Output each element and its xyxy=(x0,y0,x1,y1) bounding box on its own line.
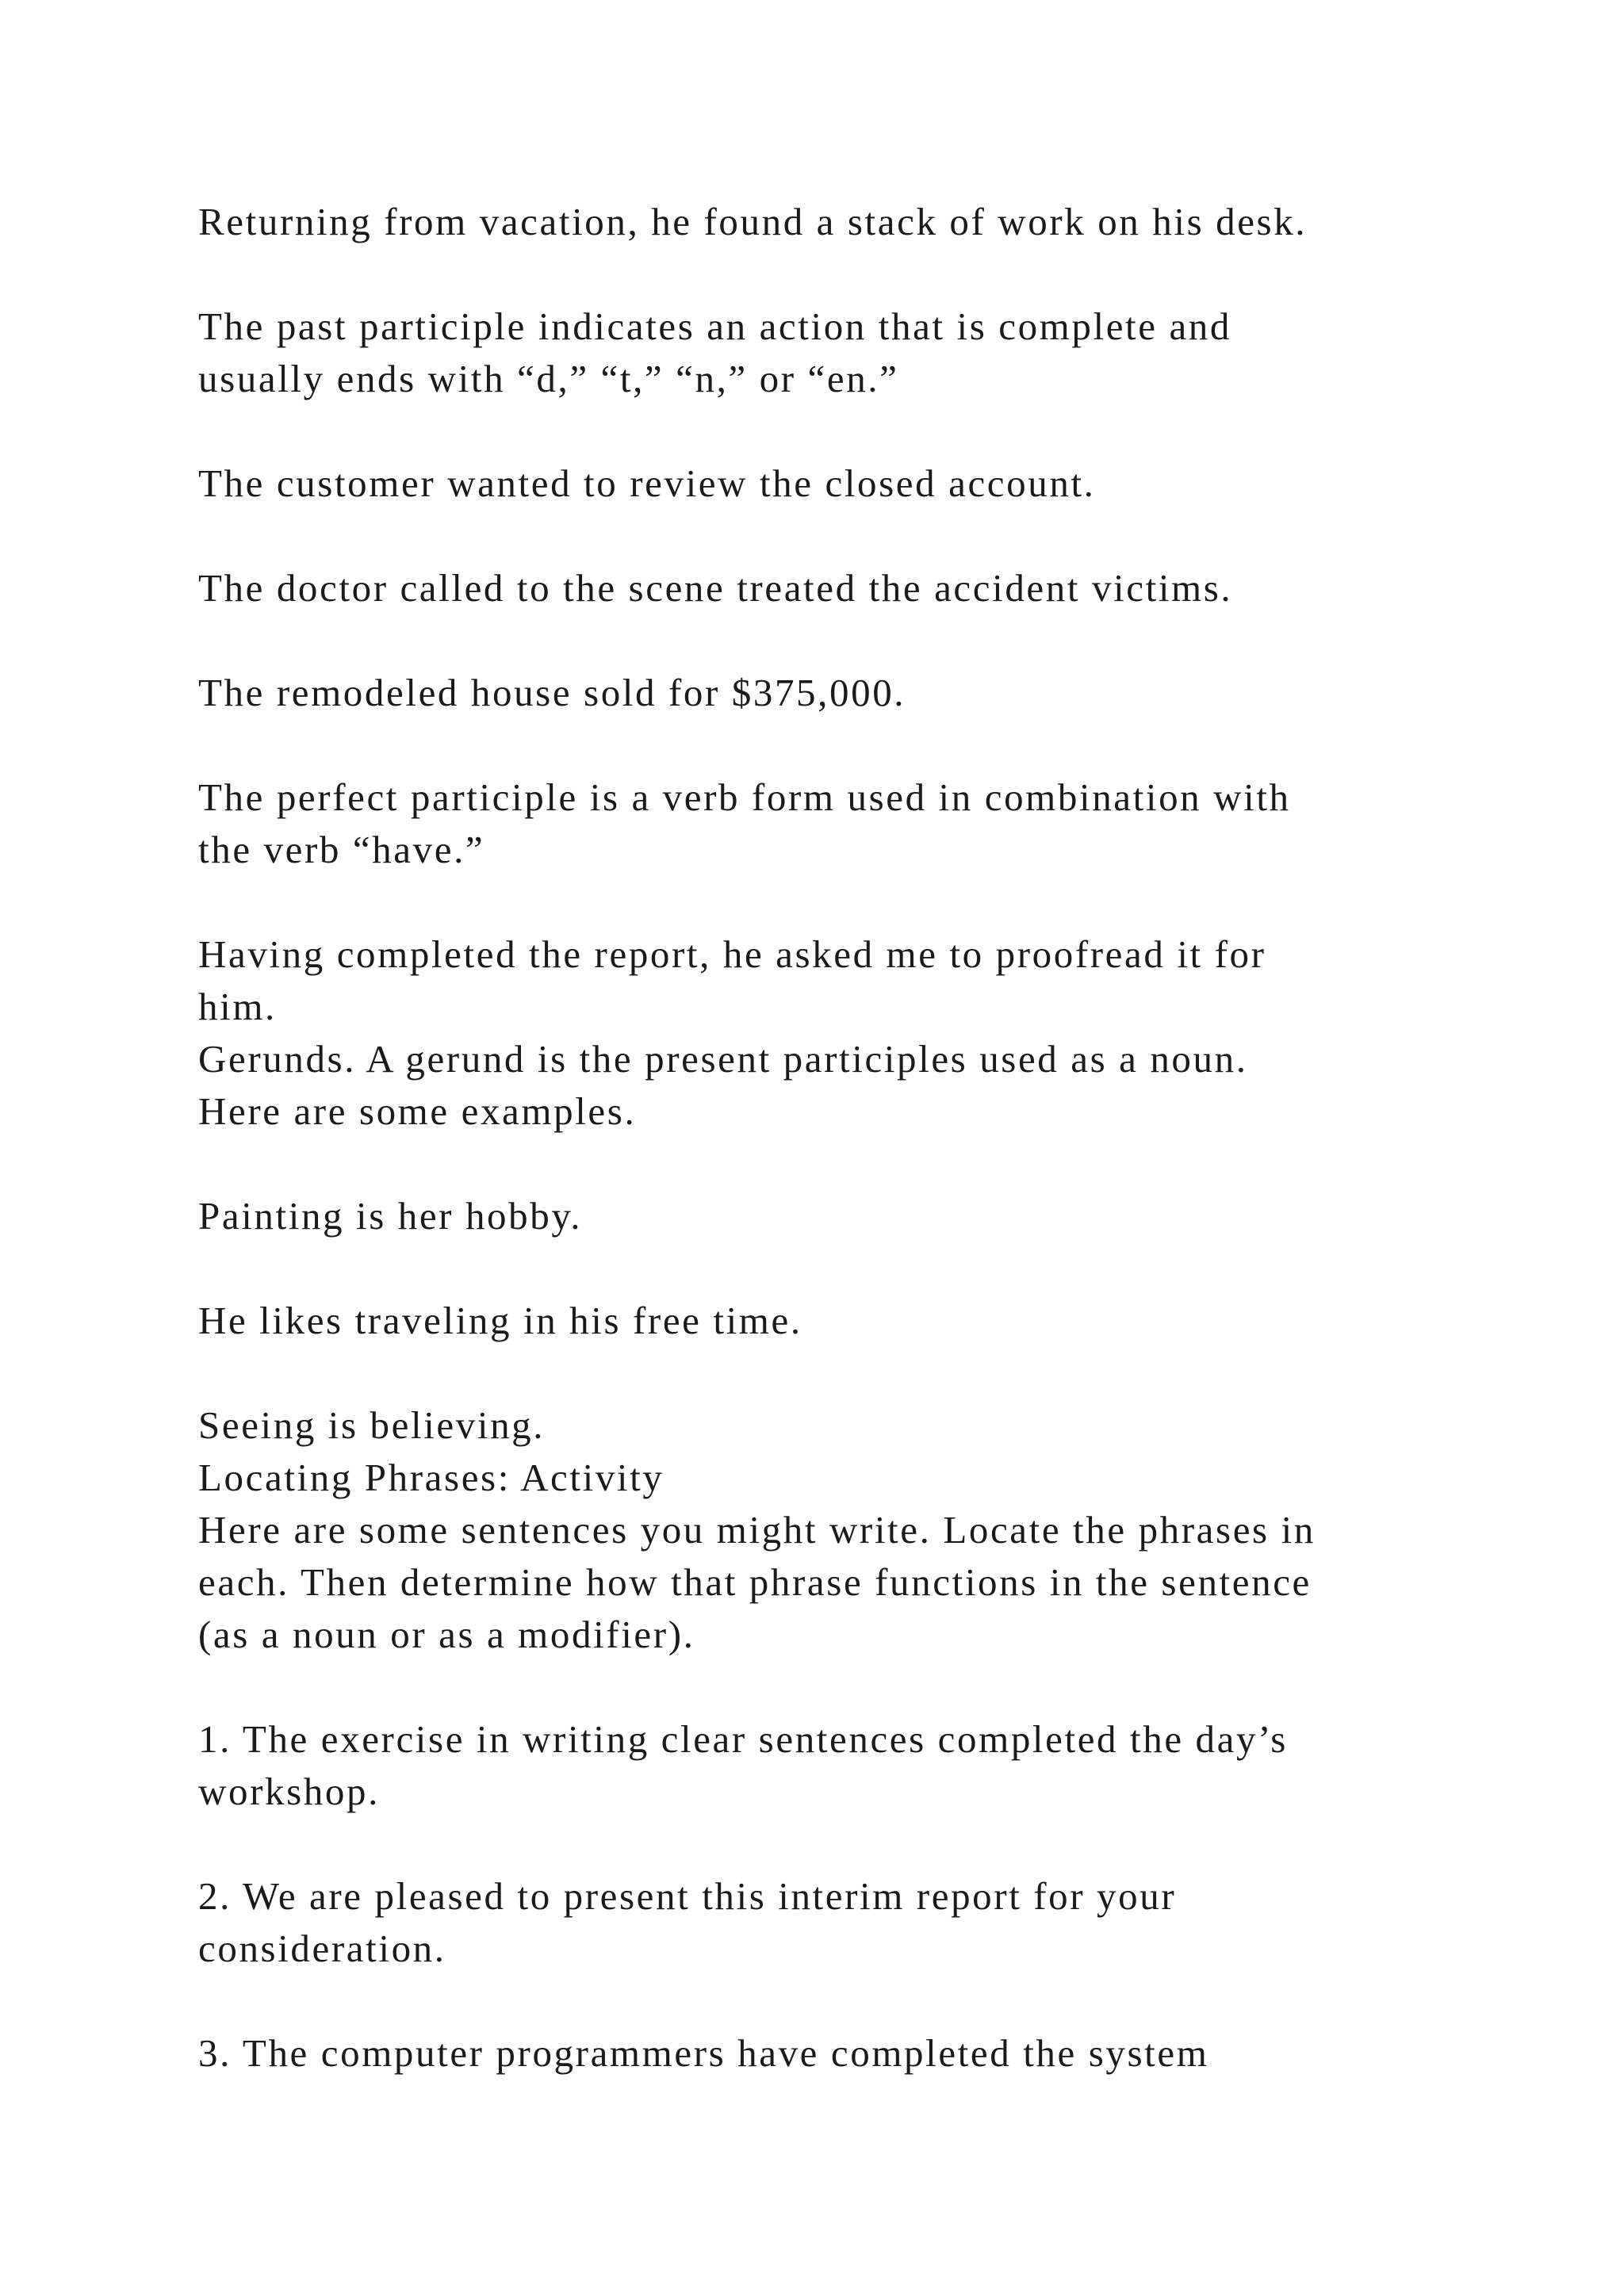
blank-line xyxy=(198,719,1483,771)
exercise-item-1: 1. The exercise in writing clear sentences completed the day’s xyxy=(198,1717,1288,1761)
blank-line xyxy=(198,1818,1483,1870)
exercise-item-2: 2. We are pleased to present this interim report for your xyxy=(198,1874,1177,1918)
blank-line xyxy=(198,876,1483,928)
text-line: The perfect participle is a verb form used in combination with xyxy=(198,775,1291,819)
blank-line xyxy=(198,614,1483,667)
blank-line xyxy=(198,1661,1483,1713)
text-line: each. Then determine how that phrase functions in the sentence xyxy=(198,1560,1312,1604)
blank-line xyxy=(198,1138,1483,1190)
exercise-item-3: 3. The computer programmers have completed the system xyxy=(198,2031,1209,2075)
text-line: Having completed the report, he asked me to proofread it for xyxy=(198,932,1266,976)
blank-line xyxy=(198,405,1483,457)
text-line: (as a noun or as a modifier). xyxy=(198,1613,695,1656)
blank-line xyxy=(198,1347,1483,1399)
text-line: The past participle indicates an action that is complete and xyxy=(198,304,1232,348)
text-line: Returning from vacation, he found a stack of work on his desk. xyxy=(198,200,1308,243)
text-line: workshop. xyxy=(198,1770,380,1813)
text-line: The remodeled house sold for $375,000. xyxy=(198,671,906,714)
blank-line xyxy=(198,1975,1483,2027)
blank-line xyxy=(198,248,1483,300)
text-line: Here are some examples. xyxy=(198,1089,637,1133)
text-line: Here are some sentences you might write. Locate the phrases in xyxy=(198,1508,1316,1552)
blank-line xyxy=(198,510,1483,562)
text-line: consideration. xyxy=(198,1927,446,1970)
gerunds-heading-line: Gerunds. A gerund is the present participles used as a noun. xyxy=(198,1037,1248,1081)
document-body xyxy=(198,196,1483,2080)
text-line: the verb “have.” xyxy=(198,828,485,871)
text-line: The customer wanted to review the closed account. xyxy=(198,461,1096,505)
text-line: him. xyxy=(198,985,277,1028)
text-line: Painting is her hobby. xyxy=(198,1194,583,1238)
text-line: He likes traveling in his free time. xyxy=(198,1299,802,1342)
text-line: The doctor called to the scene treated the accident victims. xyxy=(198,566,1233,610)
text-line: usually ends with “d,” “t,” “n,” or “en.” xyxy=(198,357,899,400)
text-line: Seeing is believing. xyxy=(198,1403,546,1447)
blank-line xyxy=(198,1242,1483,1295)
activity-heading-line: Locating Phrases: Activity xyxy=(198,1456,665,1499)
